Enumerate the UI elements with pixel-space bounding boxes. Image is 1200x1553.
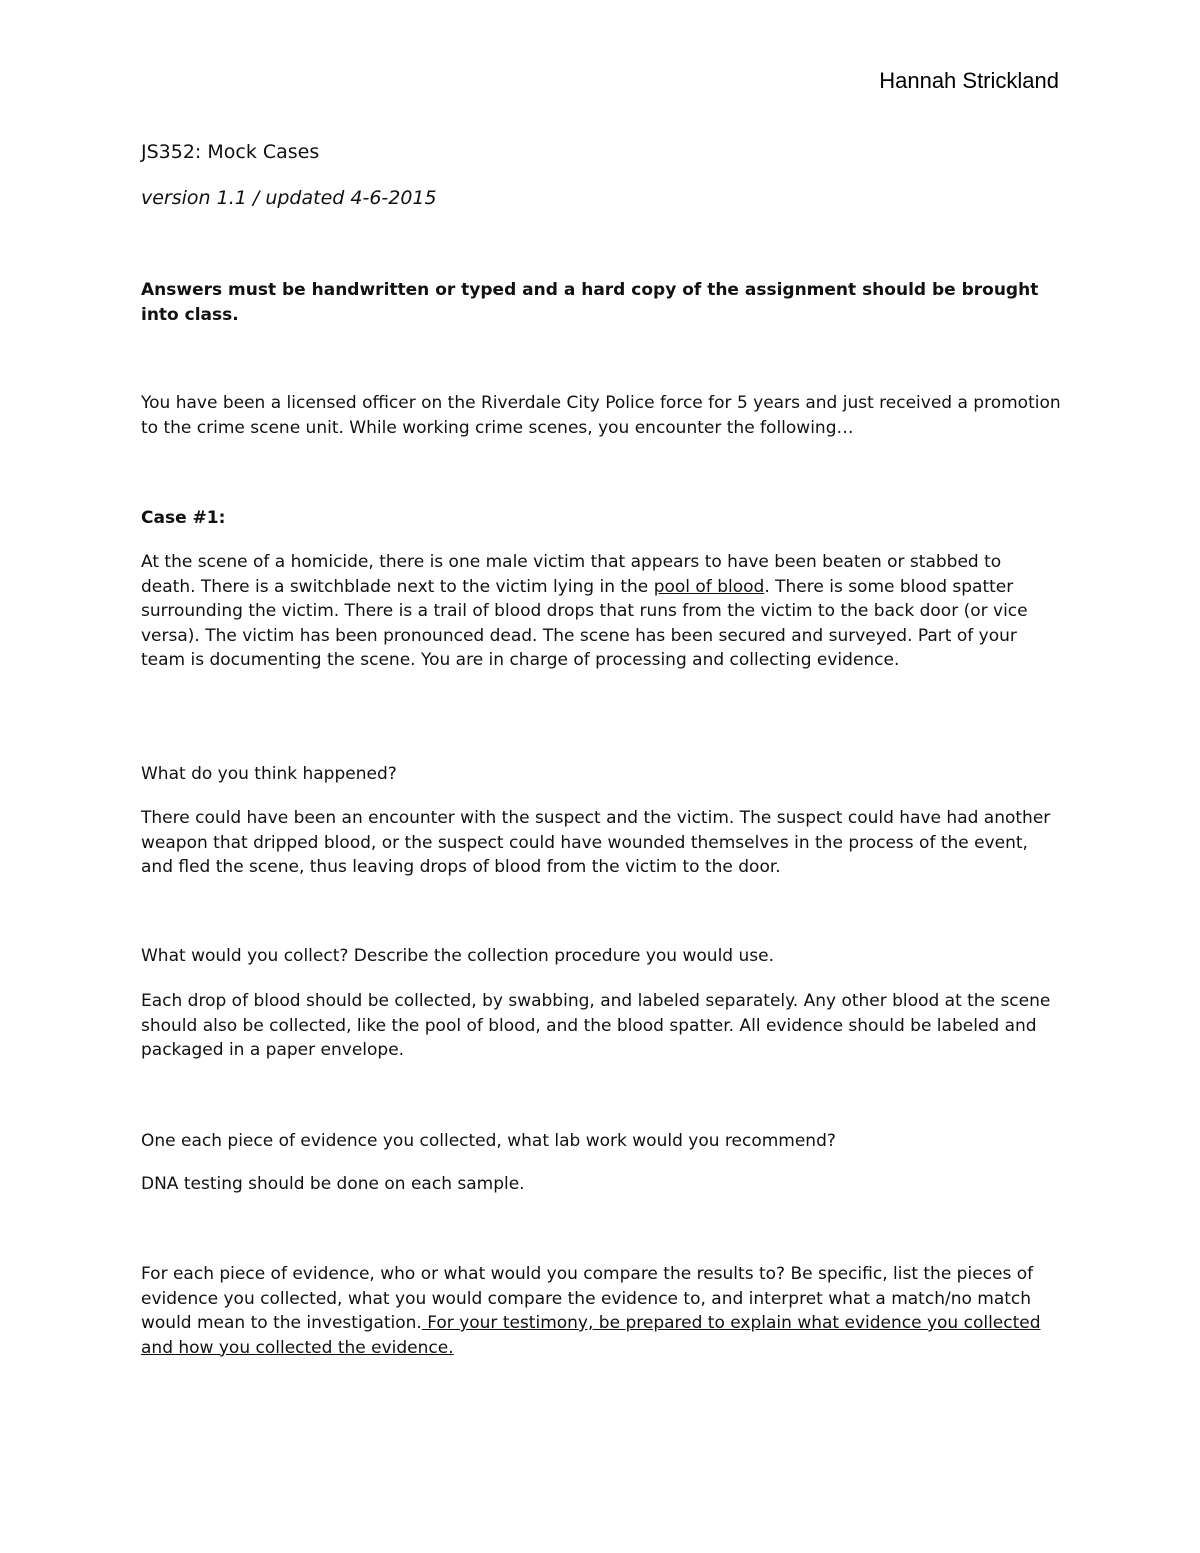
instructions: Answers must be handwritten or typed and a hard copy of the assignment should be brought into class. [141, 280, 1039, 325]
case-text-part-2: . There is some blood spatter surrounding the victim. There is a trail of blood drops that runs from the victim to the back door (or vice versa). The victim has been pronounced dead. The scene has been secured and surveyed. Part of your team is documenting the scene. You are in charge of processing and collecting evidence. [141, 576, 1028, 670]
question-1: What do you think happened? [141, 764, 397, 784]
question-2: What would you collect? Describe the collection procedure you would use. [141, 946, 774, 966]
author-name: Hannah Strickland [879, 68, 1059, 93]
case-heading: Case #1: [141, 508, 226, 528]
question-3: One each piece of evidence you collected, what lab work would you recommend? [141, 1131, 836, 1151]
version-line: version 1.1 / updated 4-6-2015 [141, 187, 437, 209]
case-text-underlined: pool of blood [653, 576, 765, 597]
intro-paragraph: You have been a licensed officer on the Riverdale City Police force for 5 years and just received a promotion to the crime scene unit. While working crime scenes, you encounter the following… [141, 393, 1061, 438]
question-4 [141, 1262, 1061, 1360]
case-text-part-1: At the scene of a homicide, there is one male victim that appears to have been beaten or stabbed to death. There is a switchblade next to the victim lying in the [141, 552, 1002, 597]
case-description [141, 550, 1061, 673]
question-4-underlined: For your testimony, be prepared to explain what evidence you collected and how you collected the evidence. [141, 1313, 1041, 1358]
answer-1: There could have been an encounter with the suspect and the victim. The suspect could have had another weapon that dripped blood, or the suspect could have wounded themselves in the process of the event, and fled the scene, thus leaving drops of blood from the victim to the door. [141, 808, 1051, 877]
answer-2: Each drop of blood should be collected, by swabbing, and labeled separately. Any other blood at the scene should also be collected, like the pool of blood, and the blood spatter. All evidence should be labeled and packaged in a paper envelope. [141, 991, 1051, 1060]
course-title: JS352: Mock Cases [141, 141, 320, 163]
answer-3: DNA testing should be done on each sample. [141, 1174, 525, 1194]
question-4-text: For each piece of evidence, who or what would you compare the results to? Be specific, list the pieces of evidence you collected, what you would compare the evidence to, and interpret what a match/no match would mean to the investigation. [141, 1264, 1034, 1333]
